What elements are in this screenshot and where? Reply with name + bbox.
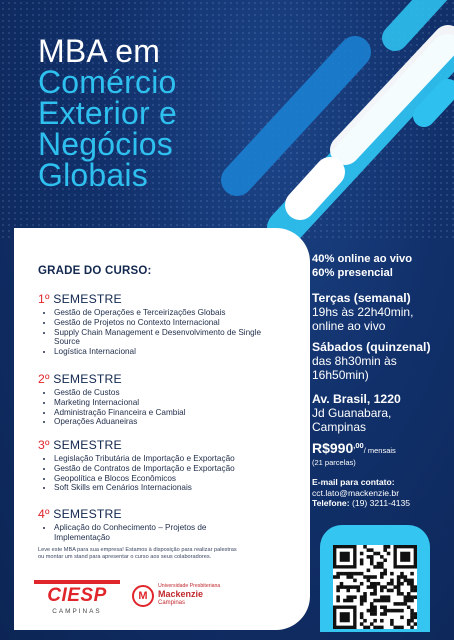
modality-presencial: 60% presencial	[312, 266, 393, 279]
course-heading: GRADE DO CURSO:	[38, 265, 152, 277]
address-title: Av. Brasil, 1220	[312, 392, 401, 406]
list-item: • Supply Chain Management e Desenvolvimento de Single Source	[54, 328, 284, 348]
ciesp-bar	[34, 580, 120, 584]
semester-number: 4º	[38, 507, 50, 521]
contact-title: E-mail para contato:	[312, 477, 395, 487]
semester-number: 3º	[38, 438, 50, 452]
semester-label: SEMESTRE	[53, 372, 122, 386]
contact	[312, 477, 410, 509]
list-item: • Gestão de Contratos de Importação e Exportação	[54, 464, 284, 474]
price	[312, 440, 396, 467]
contact-phone[interactable]: (19) 3211-4135	[351, 498, 411, 508]
semester-1-list	[40, 308, 284, 357]
price-main: R$990	[312, 440, 354, 456]
price-row	[312, 440, 396, 458]
ciesp-name: CIESP	[47, 585, 107, 606]
company-note: Leve este MBA para sua empresa! Estamos à disposição para realizar palestras ou montar um stand para apresentar o curso aos seus colaboradores.	[38, 547, 237, 560]
schedule-line: 19hs às 22h40min,	[312, 305, 414, 319]
course-card	[14, 228, 310, 630]
list-item: • Gestão de Operações e Terceirizações Globais	[54, 308, 284, 318]
address	[312, 392, 401, 434]
title-line: Comércio	[38, 64, 177, 100]
semester-4-heading	[38, 507, 122, 521]
qr-panel	[320, 525, 430, 632]
semester-2-list	[40, 388, 284, 427]
mackenzie-top: Universidade Presbiteriana	[158, 583, 221, 589]
list-item: • Soft Skills em Cenários Internacionais	[54, 483, 284, 493]
list-item: • Gestão de Custos	[54, 388, 284, 398]
list-item: • Marketing Internacional	[54, 398, 284, 408]
semester-label: SEMESTRE	[53, 507, 122, 521]
schedule-line: das 8h30min às	[312, 354, 397, 368]
schedule-line: 16h50min)	[312, 368, 369, 382]
schedule-tuesday	[312, 291, 413, 333]
ciesp-logo	[34, 580, 120, 615]
semester-label: SEMESTRE	[53, 438, 122, 452]
page-title	[38, 33, 177, 193]
semester-label: SEMESTRE	[53, 292, 122, 306]
list-item: • Gestão de Projetos no Contexto Internacional	[54, 318, 284, 328]
modality-online: 40% online ao vivo	[312, 253, 413, 265]
list-item: • Geopolítica e Blocos Econômicos	[54, 474, 284, 484]
mackenzie-name: Mackenzie	[158, 589, 204, 599]
address-line: Jd Guanabara,	[312, 406, 392, 420]
semester-3-heading	[38, 438, 122, 452]
schedule-title: Terças (semanal)	[312, 291, 411, 305]
qr-code-icon[interactable]	[333, 545, 417, 629]
list-item: • Logística Internacional	[54, 347, 284, 357]
title-line: Exterior e	[38, 95, 177, 131]
price-cents: ,00	[353, 441, 364, 450]
price-installments: (21 parcelas)	[312, 458, 356, 467]
list-item: • Administração Financeira e Cambial	[54, 408, 284, 418]
list-item: • Operações Aduaneiras	[54, 417, 284, 427]
title-line: MBA em	[38, 33, 161, 69]
schedule-saturday	[312, 340, 431, 382]
contact-email[interactable]: cct.lato@mackenzie.br	[312, 487, 400, 498]
semester-3-list	[40, 454, 284, 493]
mackenzie-city: Campinas	[158, 600, 186, 606]
semester-1-heading	[38, 292, 122, 306]
list-item: • Legislação Tributária de Importação e Exportação	[54, 454, 284, 464]
mackenzie-emblem-icon: M	[132, 585, 154, 607]
mackenzie-logo	[132, 583, 232, 611]
title-line: Negócios	[38, 126, 174, 162]
semester-number: 2º	[38, 372, 50, 386]
list-item: • Aplicação do Conhecimento – Projetos de Implementação	[54, 523, 244, 543]
semester-4-list	[40, 523, 244, 543]
modality	[312, 253, 412, 280]
semester-number: 1º	[38, 292, 50, 306]
title-line: Globais	[38, 157, 148, 193]
address-line: Campinas	[312, 420, 367, 434]
semester-2-heading	[38, 372, 122, 386]
schedule-line: online ao vivo	[312, 319, 386, 333]
schedule-title: Sábados (quinzenal)	[312, 340, 431, 354]
price-period: / mensais	[363, 446, 396, 455]
contact-phone-label: Telefone:	[312, 498, 350, 508]
ciesp-sub: CAMPINAS	[52, 608, 102, 615]
